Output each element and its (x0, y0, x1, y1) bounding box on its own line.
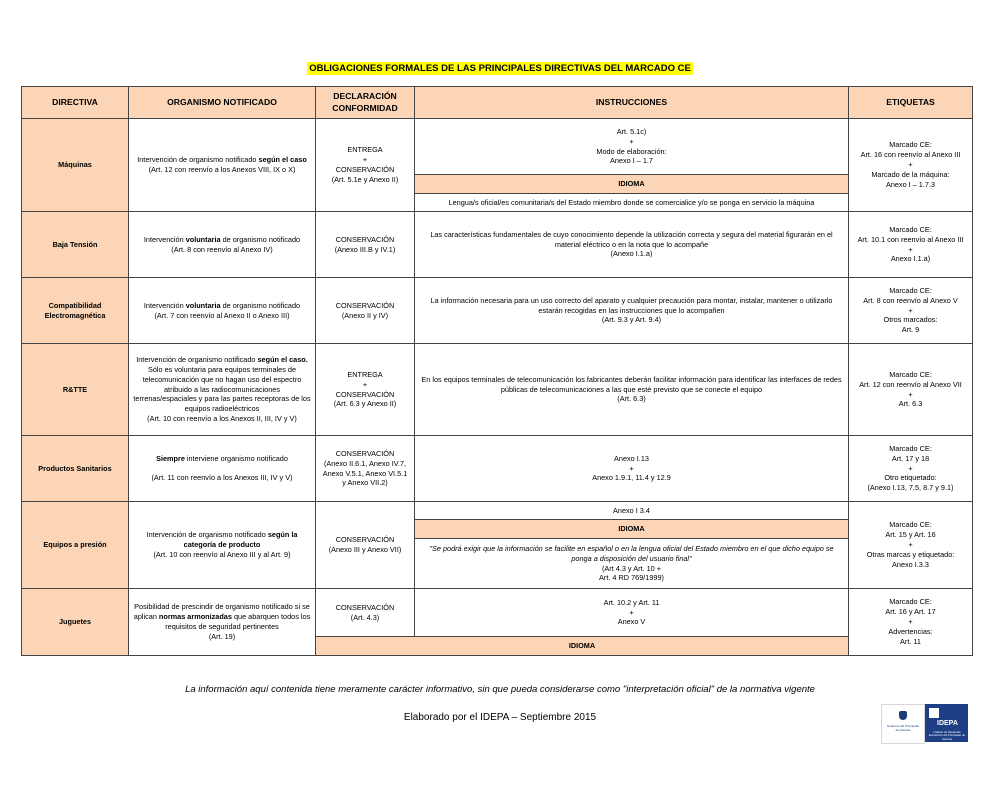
etiquetas-presion: Marcado CE: Art. 15 y Art. 16 + Otras marcas y etiquetado: Anexo I.3.3 (849, 502, 973, 589)
disclaimer-note: La información aquí contenida tiene meramente carácter informativo, sin que pueda considerarse como "interpretación oficial" de la normativa vigente (185, 684, 815, 695)
declaracion-compatibilidad: CONSERVACIÓN (Anexo II y IV) (316, 278, 415, 344)
declaracion-juguetes: CONSERVACIÓN (Art. 4.3) (316, 589, 415, 637)
document-title: OBLIGACIONES FORMALES DE LAS PRINCIPALES DIRECTIVAS DEL MARCADO CE (309, 63, 691, 74)
logos (881, 704, 968, 742)
crest-icon (899, 711, 907, 720)
header-instrucciones: INSTRUCCIONES (415, 87, 849, 119)
organismo-rtte: Intervención de organismo notificado según el caso. Sólo es voluntaria para equipos terminales de telecomunicación que no hagan uso del espectro atribuido a las radiocomunicaciones terrenas/espaciales y para las partes receptoras de los equipos radioeléctricos (Art. 10 con reenvío a los Anexos II, III, IV y V) (129, 344, 316, 436)
footer-credit: Elaborado por el IDEPA – Septiembre 2015 (403, 712, 597, 723)
declaracion-baja-tension: CONSERVACIÓN (Anexo III.B y IV.1) (316, 212, 415, 278)
organismo-baja-tension: Intervención voluntaria de organismo notificado (Art. 8 con reenvío al Anexo IV) (129, 212, 316, 278)
etiquetas-maquinas: Marcado CE: Art. 16 con reenvío al Anexo III + Marcado de la máquina: Anexo I – 1.7.3 (849, 119, 973, 212)
asturias-logo-text: Gobierno del Principado de Asturias (886, 724, 920, 732)
header-directiva: DIRECTIVA (22, 87, 129, 119)
idepa-logo-name: IDEPA (937, 720, 958, 727)
etiquetas-compatibilidad: Marcado CE: Art. 8 con reenvío al Anexo V + Otros marcados: Art. 9 (849, 278, 973, 344)
instrucciones-maquinas: Art. 5.1c) + Modo de elaboración: Anexo I – 1.7 (415, 119, 849, 175)
lengua-maquinas: Lengua/s oficial/es comunitaria/s del Estado miembro donde se comercialice y/o se ponga en servicio la máquina (415, 194, 849, 212)
asturias-logo (881, 704, 925, 744)
directiva-juguetes: Juguetes (22, 589, 129, 656)
directiva-baja-tension: Baja Tensión (22, 212, 129, 278)
idioma-maquinas: IDIOMA (415, 175, 849, 194)
header-etiquetas: ETIQUETAS (849, 87, 973, 119)
table-row-compatibilidad (22, 278, 973, 344)
etiquetas-rtte: Marcado CE: Art. 12 con reenvío al Anexo VII + Art. 6.3 (849, 344, 973, 436)
etiquetas-baja-tension: Marcado CE: Art. 10.1 con reenvío al Anexo III + Anexo I.1.a) (849, 212, 973, 278)
declaracion-presion: CONSERVACIÓN (Anexo III y Anexo VII) (316, 502, 415, 589)
organismo-sanitarios: Siempre interviene organismo notificado (Art. 11 con reenvío a los Anexos III, IV y V) (129, 436, 316, 502)
table-row-rtte (22, 344, 973, 436)
declaracion-sanitarios: CONSERVACIÓN (Anexo II.6.1, Anexo IV.7, Anexo V.5.1, Anexo VI.5.1 y Anexo VII.2) (316, 436, 415, 502)
idepa-logo-subtitle: Instituto de Desarrollo Económico del Principado de Asturias (928, 730, 966, 741)
directiva-presion: Equipos a presión (22, 502, 129, 589)
instrucciones-baja-tension: Las características fundamentales de cuyo conocimiento depende la utilización correcta y segura del material figurarán en el material eléctrico o en la nota que lo acompañe (Anexo I.1.a) (415, 212, 849, 278)
instrucciones-compatibilidad: La información necesaria para un uso correcto del aparato y cualquier precaución para montar, instalar, mantener o utilizarlo estarán recogidas en las instrucciones que lo acompañen (Art. 9.3 y Art. 9.4) (415, 278, 849, 344)
idepa-logo (925, 704, 968, 742)
title-wrap (0, 58, 1000, 76)
table-row-juguetes (22, 589, 973, 637)
organismo-juguetes: Posibilidad de prescindir de organismo notificado si se aplican normas armonizadas que abarquen todos los requisitos de seguridad pertinentes (Art. 19) (129, 589, 316, 656)
declaracion-rtte: ENTREGA + CONSERVACIÓN (Art. 6.3 y Anexo II) (316, 344, 415, 436)
instrucciones-juguetes: Art. 10.2 y Art. 11 + Anexo V (415, 589, 849, 637)
header-declaracion: DECLARACIÓN CONFORMIDAD (316, 87, 415, 119)
declaracion-maquinas: ENTREGA + CONSERVACIÓN (Art. 5.1e y Anexo II) (316, 119, 415, 212)
instrucciones-presion: Anexo I 3.4 (415, 502, 849, 520)
directiva-maquinas: Máquinas (22, 119, 129, 212)
directiva-rtte: R&TTE (22, 344, 129, 436)
directivas-table (21, 86, 973, 656)
instrucciones-rtte: En los equipos terminales de telecomunicación los fabricantes deberán facilitar información para identificar las interfaces de redes públicas de telecomunicaciones a las que esté previsto que se conecte el equipo (Art. 6.3) (415, 344, 849, 436)
organismo-maquinas: Intervención de organismo notificado según el caso (Art. 12 con reenvío a los Anexos VIII, IX o X) (129, 119, 316, 212)
header-row (22, 87, 973, 119)
idioma-presion: IDIOMA (415, 520, 849, 539)
lengua-presion: "Se podrá exigir que la información se facilite en español o en la lengua oficial del Estado miembro en el que dicho equipo se ponga a disposición del usuario final" (Art 4.3 y Art. 10 + Art. 4 RD 769/1999) (415, 539, 849, 589)
table-row-baja-tension (22, 212, 973, 278)
table-row-presion (22, 502, 973, 520)
header-organismo: ORGANISMO NOTIFICADO (129, 87, 316, 119)
etiquetas-juguetes: Marcado CE: Art. 16 y Art. 17 + Advertencias: Art. 11 (849, 589, 973, 656)
table-row-sanitarios (22, 436, 973, 502)
etiquetas-sanitarios: Marcado CE: Art. 17 y 18 + Otro etiquetado: (Anexo I.13, 7.5, 8.7 y 9.1) (849, 436, 973, 502)
idioma-juguetes: IDIOMA (316, 637, 849, 656)
directiva-compatibilidad: Compatibilidad Electromagnética (22, 278, 129, 344)
instrucciones-sanitarios: Anexo I.13 + Anexo 1.9.1, 11.4 y 12.9 (415, 436, 849, 502)
idepa-square-icon (929, 708, 939, 718)
table-row-maquinas (22, 119, 973, 175)
organismo-compatibilidad: Intervención voluntaria de organismo notificado (Art. 7 con reenvío al Anexo II o Anexo III) (129, 278, 316, 344)
organismo-presion: Intervención de organismo notificado según la categoría de producto (Art. 10 con reenvío al Anexo III y al Art. 9) (129, 502, 316, 589)
directiva-sanitarios: Productos Sanitarios (22, 436, 129, 502)
